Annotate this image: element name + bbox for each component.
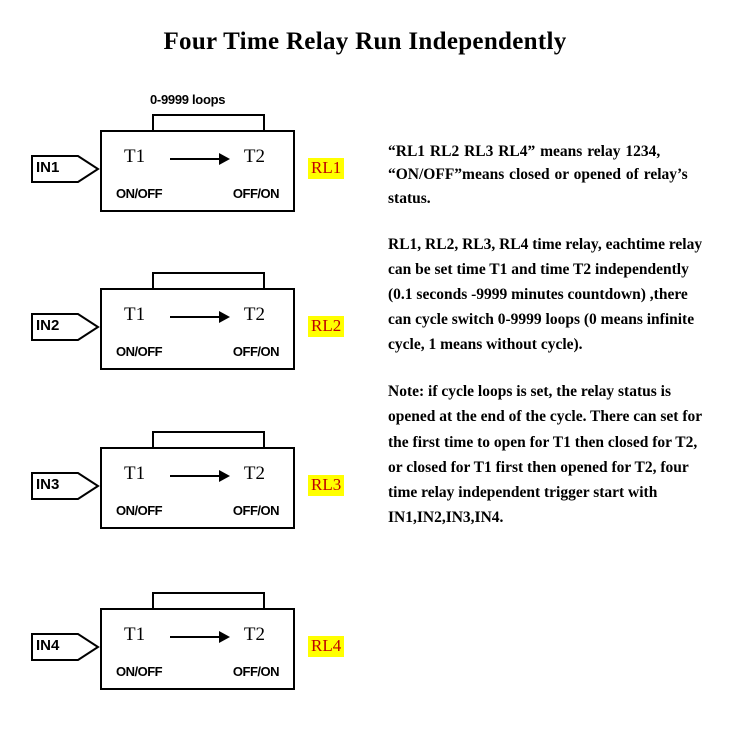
- relay-block-4: [30, 578, 360, 708]
- relay-block-3: [30, 417, 360, 547]
- t2-label: T2: [243, 304, 265, 325]
- relay-box: [100, 447, 295, 529]
- t1-state-label: ON/OFF: [116, 664, 163, 679]
- t1-to-t2-arrow-icon: [170, 316, 228, 318]
- relay-output-label: RL2: [308, 316, 344, 337]
- relay-block-2: [30, 258, 360, 388]
- t2-label: T2: [243, 624, 265, 645]
- note-paragraph-2: RL1, RL2, RL3, RL4 time relay, eachtime relay can be set time T1 and time T2 independently (0.1 seconds -9999 minutes countdown) ,there can cycle switch 0-9999 loops (0 means infinite cycle, 1 means without cycle).: [388, 235, 703, 354]
- relay-output-label: RL4: [308, 636, 344, 657]
- relay-box: [100, 130, 295, 212]
- note-paragraph-1: “RL1 RL2 RL3 RL4” means relay 1234, “ON/OFF”means closed or opened of relay’s status.: [388, 143, 688, 207]
- relay-box: [100, 608, 295, 690]
- t2-state-label: OFF/ON: [232, 503, 279, 518]
- t1-to-t2-arrow-icon: [170, 158, 228, 160]
- relay-output-label: RL1: [308, 158, 344, 179]
- t1-label: T1: [124, 463, 146, 484]
- input-label: IN3: [36, 476, 60, 493]
- t1-label: T1: [124, 624, 146, 645]
- input-label: IN1: [36, 159, 60, 176]
- t2-state-label: OFF/ON: [232, 344, 279, 359]
- t1-label: T1: [124, 304, 146, 325]
- loops-label: 0-9999 loops: [150, 92, 226, 107]
- note-paragraph-3: Note: if cycle loops is set, the relay status is opened at the end of the cycle. There can set for the first time to open for T1 then closed for T2, or closed for T1 first then opened for T2, four time relay independent trigger start with IN1,IN2,IN3,IN4.: [388, 383, 702, 526]
- notes-column: [388, 140, 708, 552]
- t1-state-label: ON/OFF: [116, 344, 163, 359]
- t2-state-label: OFF/ON: [232, 186, 279, 201]
- t2-label: T2: [243, 463, 265, 484]
- input-arrow: [30, 626, 100, 668]
- relay-block-1: [30, 92, 360, 230]
- page-title: Four Time Relay Run Independently: [163, 28, 567, 55]
- relay-box: [100, 288, 295, 370]
- input-label: IN2: [36, 317, 60, 334]
- t1-state-label: ON/OFF: [116, 503, 163, 518]
- input-label: IN4: [36, 637, 60, 654]
- t1-to-t2-arrow-icon: [170, 475, 228, 477]
- t2-label: T2: [243, 146, 265, 167]
- t1-to-t2-arrow-icon: [170, 636, 228, 638]
- t1-state-label: ON/OFF: [116, 186, 163, 201]
- relay-output-label: RL3: [308, 475, 344, 496]
- t1-label: T1: [124, 146, 146, 167]
- t2-state-label: OFF/ON: [232, 664, 279, 679]
- input-arrow: [30, 465, 100, 507]
- input-arrow: [30, 148, 100, 190]
- input-arrow: [30, 306, 100, 348]
